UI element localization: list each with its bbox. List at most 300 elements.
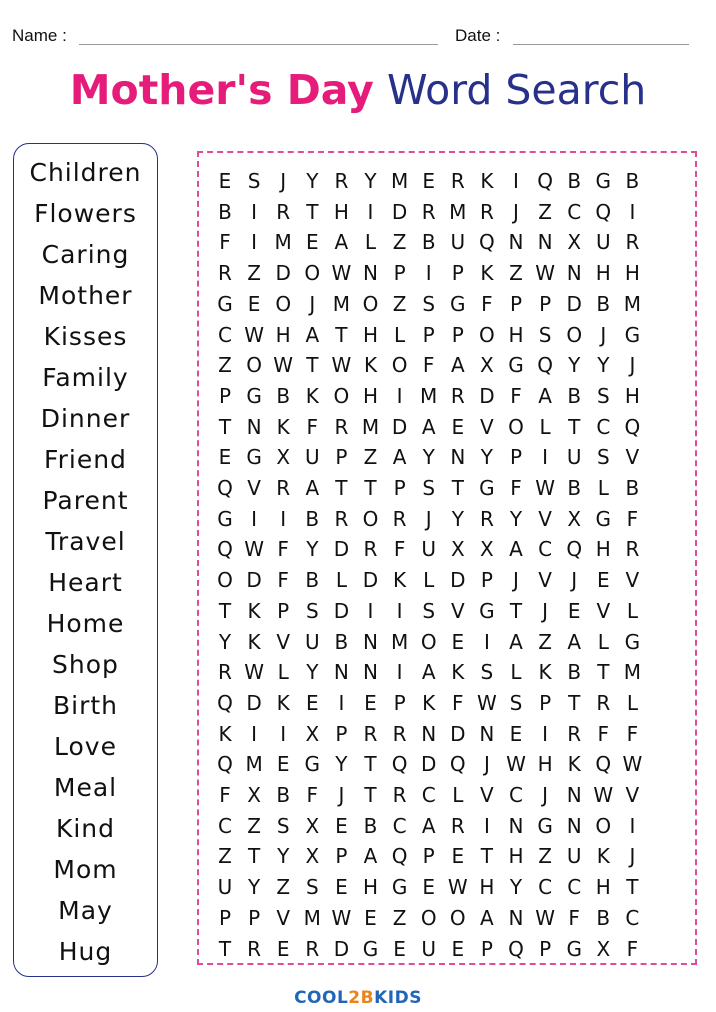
grid-cell[interactable]: R [392,783,407,807]
grid-cell[interactable]: U [421,537,436,562]
grid-cell[interactable]: B [567,169,582,193]
grid-cell[interactable]: B [305,568,320,593]
grid-cell[interactable]: E [305,230,319,255]
grid-cell[interactable]: A [567,629,582,654]
grid-cell[interactable]: V [276,629,291,654]
grid-cell[interactable]: A [421,414,436,439]
grid-cell[interactable]: D [275,261,291,286]
grid-cell[interactable]: U [566,445,582,470]
grid-cell[interactable]: X [567,230,582,255]
grid-cell[interactable]: R [450,813,465,838]
grid-cell[interactable]: E [451,936,465,961]
grid-cell[interactable]: Q [537,353,553,378]
grid-cell[interactable]: K [596,844,610,869]
grid-cell[interactable]: V [450,598,465,623]
grid-cell[interactable]: J [483,752,490,777]
grid-cell[interactable]: M [390,629,409,654]
grid-cell[interactable]: H [595,537,611,562]
grid-cell[interactable]: R [567,721,582,746]
grid-cell[interactable]: I [251,506,258,531]
grid-cell[interactable]: L [335,568,347,593]
grid-cell[interactable]: T [335,322,348,347]
grid-cell[interactable]: U [450,230,466,255]
grid-cell[interactable]: D [333,598,350,623]
grid-cell[interactable]: Z [538,844,552,869]
grid-cell[interactable]: N [363,660,378,685]
grid-cell[interactable]: E [364,690,377,715]
grid-cell[interactable]: O [420,629,437,654]
grid-cell[interactable]: R [450,383,465,408]
grid-cell[interactable]: Z [276,875,291,900]
grid-cell[interactable]: T [364,476,377,500]
grid-cell[interactable]: Y [306,169,319,193]
grid-cell[interactable]: R [276,199,291,224]
grid-cell[interactable]: H [333,199,349,224]
grid-cell[interactable]: F [626,506,639,531]
grid-cell[interactable]: T [218,598,232,623]
grid-cell[interactable]: D [246,568,262,593]
grid-cell[interactable]: C [567,875,582,900]
grid-cell[interactable]: L [539,414,551,439]
grid-cell[interactable]: X [305,721,320,746]
grid-cell[interactable]: Q [391,752,408,777]
grid-cell[interactable]: K [451,660,465,685]
grid-cell[interactable]: E [305,690,319,715]
grid-cell[interactable]: F [219,230,231,255]
grid-cell[interactable]: R [421,199,436,224]
grid-cell[interactable]: P [539,291,552,316]
grid-cell[interactable]: I [396,383,403,408]
grid-cell[interactable]: M [274,230,292,255]
grid-cell[interactable]: I [338,690,345,715]
grid-cell[interactable]: F [393,537,406,562]
grid-cell[interactable]: R [596,690,611,715]
grid-cell[interactable]: P [422,844,435,869]
grid-cell[interactable]: T [218,936,232,961]
grid-cell[interactable]: G [537,813,553,838]
grid-cell[interactable]: E [247,291,261,316]
grid-cell[interactable]: I [483,813,490,838]
grid-cell[interactable]: A [363,844,378,869]
grid-cell[interactable]: G [246,383,262,408]
grid-cell[interactable]: G [624,322,641,347]
grid-cell[interactable]: F [510,476,522,500]
grid-cell[interactable]: W [331,353,352,378]
grid-cell[interactable]: D [333,537,350,562]
grid-cell[interactable]: X [596,936,611,961]
grid-cell[interactable]: G [450,291,466,316]
grid-cell[interactable]: L [510,660,522,685]
grid-cell[interactable]: R [625,537,640,562]
grid-cell[interactable]: H [275,322,291,347]
grid-cell[interactable]: P [393,261,406,286]
grid-cell[interactable]: X [480,537,494,562]
grid-cell[interactable]: W [331,905,352,930]
grid-cell[interactable]: J [571,568,578,593]
grid-cell[interactable]: R [334,169,349,193]
grid-cell[interactable]: I [396,598,403,623]
grid-cell[interactable]: M [361,414,380,439]
grid-cell[interactable]: L [423,568,435,593]
grid-cell[interactable]: V [625,445,640,470]
grid-cell[interactable]: P [393,690,406,715]
grid-cell[interactable]: R [479,506,494,531]
grid-cell[interactable]: W [535,261,555,286]
grid-cell[interactable]: G [391,875,408,900]
grid-cell[interactable]: H [595,261,611,286]
grid-cell[interactable]: B [276,783,291,807]
grid-cell[interactable]: L [364,230,377,255]
grid-cell[interactable]: J [309,291,316,316]
grid-cell[interactable]: G [508,353,524,378]
grid-cell[interactable]: T [568,414,581,439]
grid-cell[interactable]: K [567,752,581,777]
grid-cell[interactable]: K [247,629,261,654]
grid-cell[interactable]: Y [335,752,348,777]
grid-cell[interactable]: Q [595,752,612,777]
grid-cell[interactable]: W [593,783,614,807]
grid-cell[interactable]: O [508,414,524,439]
grid-cell[interactable]: F [481,291,493,316]
grid-cell[interactable]: K [480,261,494,286]
grid-cell[interactable]: A [450,353,465,378]
grid-cell[interactable]: Z [247,261,261,286]
grid-cell[interactable]: F [219,783,231,807]
grid-cell[interactable]: D [333,936,350,961]
grid-cell[interactable]: R [363,721,378,746]
grid-cell[interactable]: E [596,568,610,593]
grid-cell[interactable]: S [422,291,436,316]
grid-cell[interactable]: B [363,813,378,838]
grid-cell[interactable]: O [275,291,292,316]
grid-cell[interactable]: R [392,506,407,531]
grid-cell[interactable]: R [247,936,262,961]
grid-cell[interactable]: S [538,322,552,347]
grid-cell[interactable]: E [509,721,523,746]
grid-cell[interactable]: Y [218,629,232,654]
grid-cell[interactable]: Q [217,752,233,777]
grid-cell[interactable]: J [513,568,519,593]
grid-cell[interactable]: Q [566,537,583,562]
grid-cell[interactable]: R [392,721,407,746]
grid-cell[interactable]: D [420,752,437,777]
grid-cell[interactable]: N [363,629,378,654]
grid-cell[interactable]: O [333,383,350,408]
grid-cell[interactable]: Q [508,936,524,961]
grid-cell[interactable]: R [363,537,378,562]
grid-cell[interactable]: K [276,414,290,439]
grid-cell[interactable]: V [480,783,494,807]
grid-cell[interactable]: V [247,476,261,500]
grid-cell[interactable]: X [450,537,465,562]
grid-cell[interactable]: N [566,813,582,838]
grid-cell[interactable]: O [449,905,466,930]
grid-cell[interactable]: U [217,875,233,900]
grid-cell[interactable]: J [513,199,519,224]
grid-cell[interactable]: G [217,291,233,316]
grid-cell[interactable]: Z [247,813,261,838]
grid-cell[interactable]: U [566,844,582,869]
grid-cell[interactable]: U [595,230,611,255]
grid-cell[interactable]: S [247,169,261,193]
grid-cell[interactable]: T [364,783,377,807]
grid-cell[interactable]: G [624,629,641,654]
grid-cell[interactable]: J [338,783,345,807]
grid-cell[interactable]: T [597,660,610,685]
grid-cell[interactable]: I [542,721,549,746]
grid-cell[interactable]: C [538,537,553,562]
grid-cell[interactable]: E [218,169,232,193]
grid-cell[interactable]: T [568,690,581,715]
grid-cell[interactable]: V [276,905,291,930]
grid-cell[interactable]: G [595,169,612,193]
grid-cell[interactable]: P [539,936,552,961]
grid-cell[interactable]: D [450,568,466,593]
grid-cell[interactable]: S [596,383,610,408]
grid-cell[interactable]: U [304,445,320,470]
grid-cell[interactable]: Y [277,844,290,869]
grid-cell[interactable]: B [567,476,582,500]
grid-cell[interactable]: O [391,353,408,378]
grid-cell[interactable]: H [479,875,495,900]
grid-cell[interactable]: F [306,783,319,807]
grid-cell[interactable]: A [509,629,523,654]
grid-cell[interactable]: W [244,660,264,685]
grid-cell[interactable]: S [276,813,290,838]
grid-cell[interactable]: T [451,476,464,500]
grid-cell[interactable]: E [276,752,290,777]
grid-cell[interactable]: J [629,353,636,378]
grid-cell[interactable]: E [567,598,581,623]
grid-cell[interactable]: F [277,537,289,562]
grid-cell[interactable]: A [392,445,407,470]
grid-cell[interactable]: C [392,813,407,838]
grid-cell[interactable]: J [542,783,549,807]
grid-cell[interactable]: Q [217,476,233,500]
grid-cell[interactable]: E [276,936,290,961]
grid-cell[interactable]: B [567,383,582,408]
grid-cell[interactable]: K [276,690,290,715]
grid-cell[interactable]: L [394,322,406,347]
grid-cell[interactable]: A [334,230,349,255]
grid-cell[interactable]: L [626,598,638,623]
grid-cell[interactable]: B [218,199,232,224]
grid-cell[interactable]: R [305,936,320,961]
grid-cell[interactable]: X [305,813,320,838]
grid-cell[interactable]: B [334,629,349,654]
grid-cell[interactable]: R [218,261,232,286]
grid-cell[interactable]: E [218,445,232,470]
grid-cell[interactable]: N [508,905,524,930]
grid-cell[interactable]: P [335,844,348,869]
grid-cell[interactable]: U [304,629,320,654]
grid-cell[interactable]: E [335,813,348,838]
grid-cell[interactable]: T [364,752,377,777]
grid-cell[interactable]: T [306,353,319,378]
grid-cell[interactable]: C [596,414,611,439]
grid-cell[interactable]: P [248,905,261,930]
grid-cell[interactable]: I [367,598,374,623]
grid-cell[interactable]: Q [624,414,641,439]
grid-cell[interactable]: N [246,414,262,439]
grid-cell[interactable]: B [596,905,611,930]
grid-cell[interactable]: I [367,199,374,224]
grid-cell[interactable]: H [624,261,640,286]
grid-cell[interactable]: L [452,783,464,807]
grid-cell[interactable]: N [566,783,582,807]
grid-cell[interactable]: K [422,690,436,715]
grid-cell[interactable]: O [217,568,233,593]
grid-cell[interactable]: J [542,598,549,623]
grid-cell[interactable]: B [421,230,436,255]
grid-cell[interactable]: J [280,169,287,193]
grid-cell[interactable]: N [508,813,524,838]
grid-cell[interactable]: U [421,936,436,961]
grid-cell[interactable]: I [629,199,636,224]
grid-cell[interactable]: S [480,660,494,685]
grid-cell[interactable]: R [479,199,494,224]
grid-cell[interactable]: P [393,476,406,500]
grid-cell[interactable]: Z [363,445,378,470]
grid-cell[interactable]: X [480,353,494,378]
grid-cell[interactable]: W [331,261,352,286]
grid-cell[interactable]: S [305,875,319,900]
grid-cell[interactable]: G [362,936,379,961]
grid-cell[interactable]: C [421,783,436,807]
grid-cell[interactable]: B [625,476,640,500]
grid-cell[interactable]: Z [392,905,407,930]
grid-cell[interactable]: H [362,383,379,408]
grid-cell[interactable]: R [276,476,291,500]
grid-cell[interactable]: S [422,476,436,500]
grid-cell[interactable]: R [334,506,349,531]
grid-cell[interactable]: P [335,721,348,746]
grid-cell[interactable]: M [623,291,642,316]
grid-cell[interactable]: H [537,752,553,777]
grid-cell[interactable]: I [251,721,258,746]
grid-cell[interactable]: E [451,629,465,654]
grid-cell[interactable]: B [625,169,640,193]
grid-cell[interactable]: Y [509,506,523,531]
grid-cell[interactable]: H [624,383,640,408]
grid-cell[interactable]: B [276,383,291,408]
grid-cell[interactable]: C [218,322,232,347]
grid-cell[interactable]: R [450,169,465,193]
grid-cell[interactable]: W [447,875,468,900]
grid-cell[interactable]: C [567,199,582,224]
grid-cell[interactable]: W [535,476,555,500]
grid-cell[interactable]: O [304,261,321,286]
grid-cell[interactable]: R [334,414,349,439]
grid-cell[interactable]: B [305,506,320,531]
name-line[interactable] [79,44,438,45]
grid-cell[interactable]: L [626,690,638,715]
grid-cell[interactable]: H [362,875,379,900]
grid-cell[interactable]: Q [479,230,495,255]
grid-cell[interactable]: P [218,905,232,930]
grid-cell[interactable]: C [538,875,553,900]
grid-cell[interactable]: N [566,261,582,286]
grid-cell[interactable]: F [626,936,639,961]
grid-cell[interactable]: F [597,721,610,746]
grid-cell[interactable]: K [363,353,378,378]
grid-cell[interactable]: V [538,568,552,593]
grid-cell[interactable]: G [246,445,262,470]
grid-cell[interactable]: L [597,629,609,654]
grid-cell[interactable]: Z [392,291,407,316]
grid-cell[interactable]: G [566,936,582,961]
grid-cell[interactable]: F [452,690,464,715]
grid-cell[interactable]: O [420,905,437,930]
grid-cell[interactable]: R [218,660,232,685]
grid-cell[interactable]: D [391,199,408,224]
grid-cell[interactable]: P [218,383,232,408]
grid-cell[interactable]: O [566,322,583,347]
grid-cell[interactable]: E [364,905,377,930]
grid-cell[interactable]: Z [218,353,232,378]
grid-cell[interactable]: Y [568,353,581,378]
grid-cell[interactable]: A [421,660,436,685]
grid-cell[interactable]: P [451,261,464,286]
grid-cell[interactable]: I [483,629,490,654]
grid-cell[interactable]: Y [422,445,435,470]
grid-cell[interactable]: Z [538,629,552,654]
grid-cell[interactable]: K [305,383,319,408]
grid-cell[interactable]: V [625,568,640,593]
grid-cell[interactable]: J [629,844,636,869]
grid-cell[interactable]: O [595,813,612,838]
grid-cell[interactable]: I [629,813,636,838]
grid-cell[interactable]: N [508,230,524,255]
grid-cell[interactable]: G [217,506,233,531]
grid-cell[interactable]: A [480,905,494,930]
grid-cell[interactable]: T [335,476,348,500]
grid-cell[interactable]: E [393,936,406,961]
grid-cell[interactable]: L [597,476,609,500]
grid-cell[interactable]: Z [538,199,552,224]
grid-cell[interactable]: O [479,322,495,347]
grid-cell[interactable]: V [625,783,640,807]
grid-cell[interactable]: K [393,568,407,593]
grid-cell[interactable]: M [303,905,321,930]
grid-cell[interactable]: K [480,169,494,193]
grid-cell[interactable]: Y [306,660,319,685]
grid-cell[interactable]: N [537,230,553,255]
grid-cell[interactable]: L [277,660,289,685]
grid-cell[interactable]: W [273,353,294,378]
grid-cell[interactable]: K [538,660,552,685]
grid-cell[interactable]: I [513,169,519,193]
grid-cell[interactable]: H [508,844,524,869]
grid-cell[interactable]: V [538,506,552,531]
grid-cell[interactable]: Y [451,506,464,531]
grid-cell[interactable]: C [218,813,232,838]
grid-cell[interactable]: H [508,322,524,347]
grid-cell[interactable]: I [425,261,432,286]
grid-cell[interactable]: Y [364,169,377,193]
grid-cell[interactable]: D [246,690,262,715]
grid-cell[interactable]: C [625,905,640,930]
grid-cell[interactable]: F [626,721,639,746]
grid-cell[interactable]: Y [509,875,523,900]
grid-cell[interactable]: N [479,721,495,746]
grid-cell[interactable]: P [480,936,493,961]
grid-cell[interactable]: Q [391,844,408,869]
grid-cell[interactable]: A [305,476,320,500]
grid-cell[interactable]: N [333,660,349,685]
grid-cell[interactable]: P [422,322,435,347]
grid-cell[interactable]: H [362,322,379,347]
